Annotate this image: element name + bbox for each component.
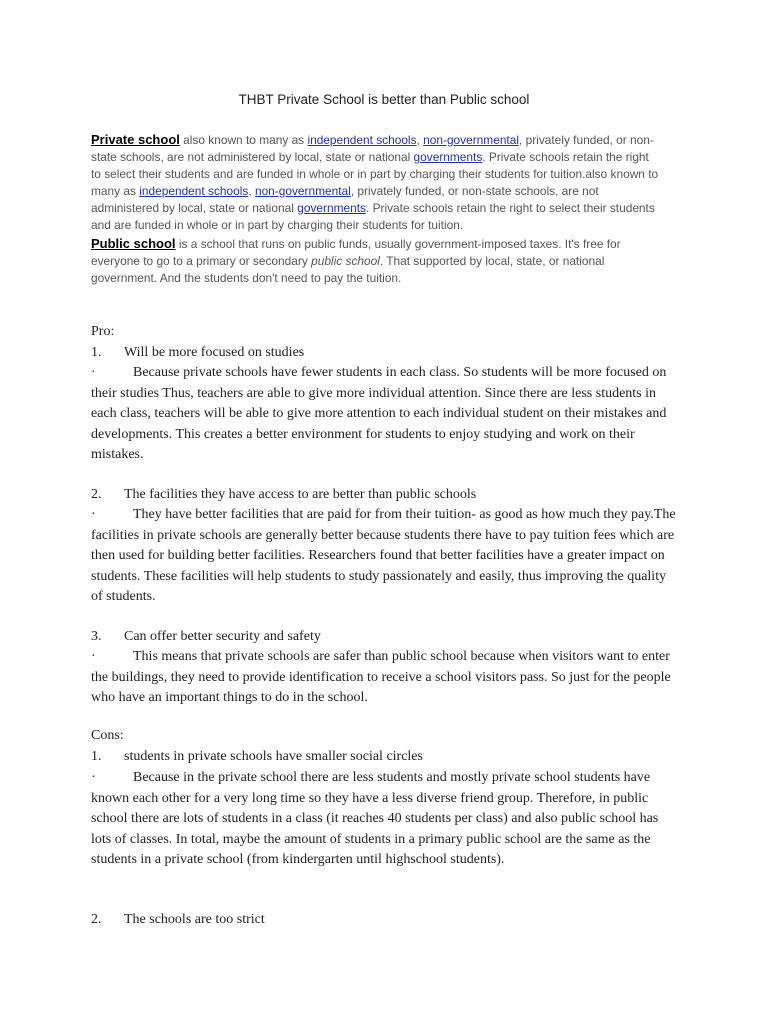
list-item-title: Will be more focused on studies	[124, 345, 305, 360]
cons-item-1-body	[91, 768, 681, 871]
definition-italic-text: public school	[311, 254, 380, 268]
list-item-text: Because private schools have fewer students in each class. So students will be more focused on their studies Thus, teachers are able to give more individual attention. Since there are less students in each class, teachers will be able to give more attention to each individual student on their mistakes and developments. This creates a better environment for students to enjoy studying and work on their mistakes.	[91, 365, 667, 463]
public-school-definition	[91, 235, 661, 287]
list-item-title: The schools are too strict	[124, 912, 265, 927]
list-number: 1.	[91, 345, 102, 360]
definition-text: is a school that runs on public funds, usually government-imposed taxes. It's free for everyone to go to a primary or secondary	[91, 237, 621, 268]
pro-item-1-title	[91, 343, 681, 364]
pro-item-3-body	[91, 647, 681, 709]
pro-heading: Pro:	[91, 324, 115, 339]
private-school-term: Private school	[91, 132, 180, 147]
governments-link[interactable]: governments	[297, 201, 366, 215]
list-item-text: Because in the private school there are less students and mostly private school students have known each other for a very long time so they have a less diverse friend group. Therefore, in public school there are lots of students in a class (it reaches 40 students per class) and also public school has lots of classes. In total, maybe the amount of students in a primary public school are the same as the students in a private school (from kindergarten until highschool students).	[91, 770, 659, 868]
cons-item-1-title	[91, 747, 681, 768]
list-number: 1.	[91, 749, 102, 764]
pro-item-3-title	[91, 627, 681, 648]
cons-item-2-title	[91, 910, 681, 931]
definition-text: . Private schools retain the right to select their students and are funded in whole or in part by charging their students for tuition.also known to many as	[91, 150, 659, 198]
public-school-term: Public school	[91, 236, 176, 251]
list-item-text: They have better facilities that are paid for from their tuition- as good as how much they pay.The facilities in private schools are generally better because students there have to pay tuition fees which are then used for building better facilities. Researchers found that better facilities have a greater impact on students. These facilities will help students to study passionately and easily, thus improving the quality of students.	[91, 507, 676, 605]
document-title: THBT Private School is better than Public school	[238, 92, 530, 107]
list-number: 2.	[91, 912, 102, 927]
non-governmental-link[interactable]: non-governmental	[254, 184, 351, 198]
independent-schools-link[interactable]: independent schools	[139, 184, 249, 198]
definition-text: . Private schools retain the right to select their students and are funded in whole or in part by charging their students for tuition.	[91, 201, 655, 232]
list-number: 3.	[91, 629, 102, 644]
definition-text: , privately funded, or non-state schools, are not administered by local, state or national	[91, 184, 599, 215]
definition-text: . That supported by local, state, or national government. And the students don't need to pay the tuition.	[91, 254, 605, 285]
list-item-title: Can offer better security and safety	[124, 629, 321, 644]
governments-link[interactable]: governments	[413, 150, 483, 164]
list-item-text: This means that private schools are safer than public school because when visitors want to enter the buildings, they need to provide identification to receive a school visitors pass. So just for the people who have an important things to do in the school.	[91, 649, 671, 706]
definition-text: ,	[416, 133, 424, 147]
independent-schools-link[interactable]: independent schools	[307, 133, 417, 147]
definition-text: , privately funded, or non-state schools, are not administered by local, state or national	[91, 133, 654, 164]
bullet-icon: ·	[91, 507, 96, 522]
private-school-definition	[91, 131, 661, 234]
bullet-icon: ·	[91, 649, 96, 664]
bullet-icon: ·	[91, 770, 96, 785]
pro-item-2-title	[91, 485, 681, 506]
cons-heading: Cons:	[91, 728, 124, 743]
non-governmental-link[interactable]: non-governmental	[423, 133, 519, 147]
bullet-icon: ·	[91, 365, 96, 380]
pro-item-2-body	[91, 505, 681, 608]
list-item-title: students in private schools have smaller social circles	[124, 749, 423, 764]
definition-text: ,	[248, 184, 255, 198]
list-number: 2.	[91, 487, 102, 502]
pro-item-1-body	[91, 363, 681, 466]
list-item-title: The facilities they have access to are better than public schools	[124, 487, 477, 502]
definition-text: also known to many as	[179, 133, 308, 147]
